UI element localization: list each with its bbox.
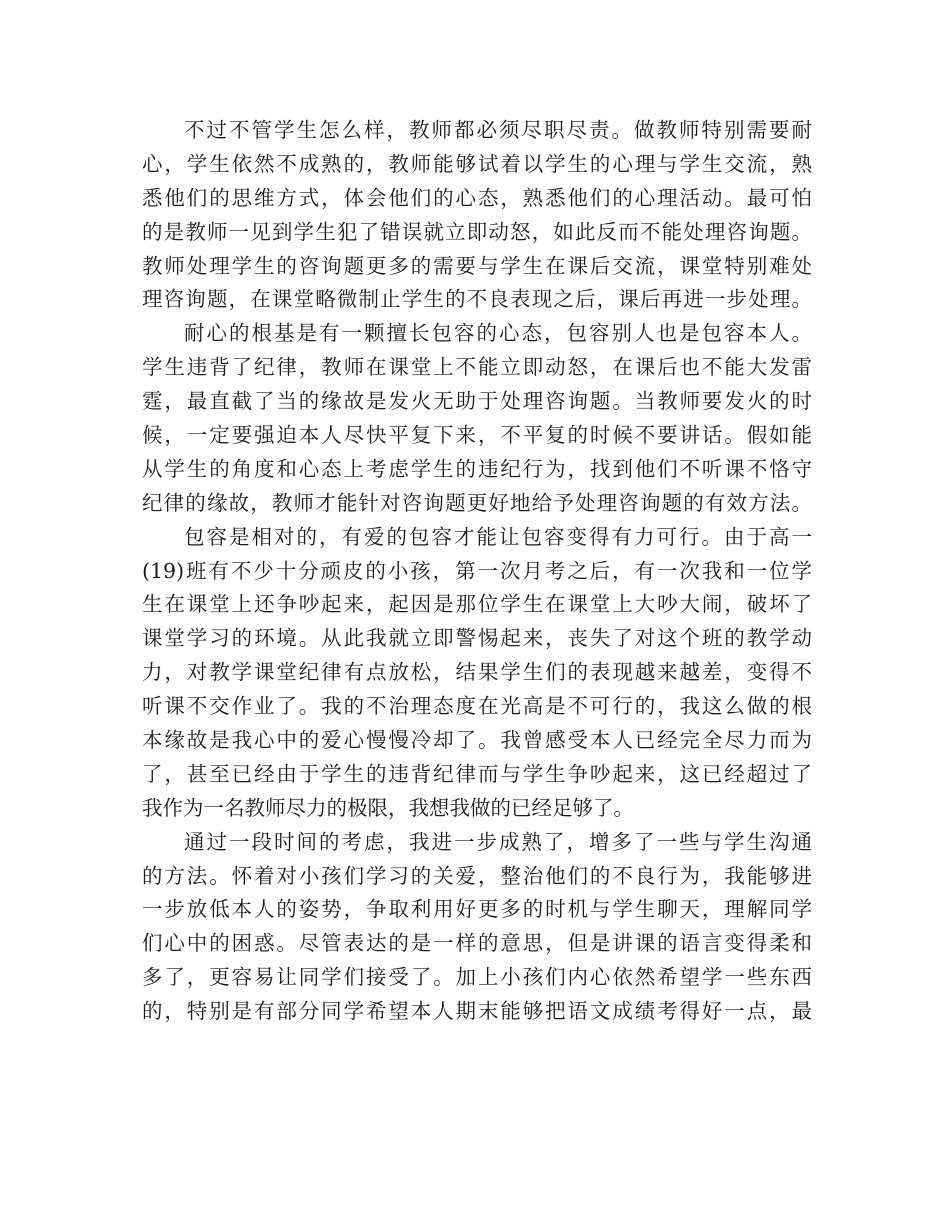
text-line: 悉他们的思维方式，体会他们的心态，熟悉他们的心理活动。最可怕 xyxy=(142,185,812,210)
text-line: 耐心的根基是有一颗擅长包容的心态，包容别人也是包容本人。 xyxy=(184,321,812,346)
text-line: 课堂学习的环境。从此我就立即警惕起来，丧失了对这个班的教学动 xyxy=(142,626,812,651)
text-line: (19)班有不少十分顽皮的小孩，第一次月考之后，有一次我和一位学 xyxy=(142,558,812,583)
text-line: 的，特别是有部分同学希望本人期末能够把语文成绩考得好一点，最 xyxy=(142,999,812,1024)
text-line: 多了，更容易让同学们接受了。加上小孩们内心依然希望学一些东西 xyxy=(142,965,812,990)
paragraph-1 xyxy=(142,114,812,317)
text-line: 力，对教学课堂纪律有点放松，结果学生们的表现越来越差，变得不 xyxy=(142,660,812,685)
body-text xyxy=(142,114,812,1029)
text-line: 听课不交作业了。我的不治理态度在光高是不可行的，我这么做的根 xyxy=(142,694,812,719)
text-line: 候，一定要强迫本人尽快平复下来，不平复的时候不要讲话。假如能 xyxy=(142,423,812,448)
text-line: 的是教师一见到学生犯了错误就立即动怒，如此反而不能处理咨询题。 xyxy=(142,219,812,244)
text-line: 包容是相对的，有爱的包容才能让包容变得有力可行。由于高一 xyxy=(184,524,812,549)
text-line: 我作为一名教师尽力的极限，我想我做的已经足够了。 xyxy=(142,795,634,820)
text-line: 生在课堂上还争吵起来，起因是那位学生在课堂上大吵大闹，破坏了 xyxy=(142,592,812,617)
text-line: 霆，最直截了当的缘故是发火无助于处理咨询题。当教师要发火的时 xyxy=(142,389,812,414)
text-line: 了，甚至已经由于学生的违背纪律而与学生争吵起来，这已经超过了 xyxy=(142,761,812,786)
text-line: 心，学生依然不成熟的，教师能够试着以学生的心理与学生交流，熟 xyxy=(142,151,812,176)
paragraph-2 xyxy=(142,317,812,520)
text-line: 纪律的缘故，教师才能针对咨询题更好地给予处理咨询题的有效方法。 xyxy=(142,490,812,515)
text-line: 理咨询题，在课堂略微制止学生的不良表现之后，课后再进一步处理。 xyxy=(142,287,812,312)
paragraph-4 xyxy=(142,826,812,1029)
text-line: 学生违背了纪律，教师在课堂上不能立即动怒，在课后也不能大发雷 xyxy=(142,355,812,380)
text-line: 的方法。怀着对小孩们学习的关爱，整治他们的不良行为，我能够进 xyxy=(142,863,812,888)
text-line: 们心中的困惑。尽管表达的是一样的意思，但是讲课的语言变得柔和 xyxy=(142,931,812,956)
paragraph-3 xyxy=(142,521,812,826)
text-line: 本缘故是我心中的爱心慢慢冷却了。我曾感受本人已经完全尽力而为 xyxy=(142,728,812,753)
text-line: 不过不管学生怎么样，教师都必须尽职尽责。做教师特别需要耐 xyxy=(184,118,812,142)
text-line: 一步放低本人的姿势，争取利用好更多的时机与学生聊天，理解同学 xyxy=(142,897,812,922)
text-line: 通过一段时间的考虑，我进一步成熟了，增多了一些与学生沟通 xyxy=(184,829,812,854)
text-line: 教师处理学生的咨询题更多的需要与学生在课后交流，课堂特别难处 xyxy=(142,253,812,278)
text-line: 从学生的角度和心态上考虑学生的违纪行为，找到他们不听课不恪守 xyxy=(142,456,812,481)
